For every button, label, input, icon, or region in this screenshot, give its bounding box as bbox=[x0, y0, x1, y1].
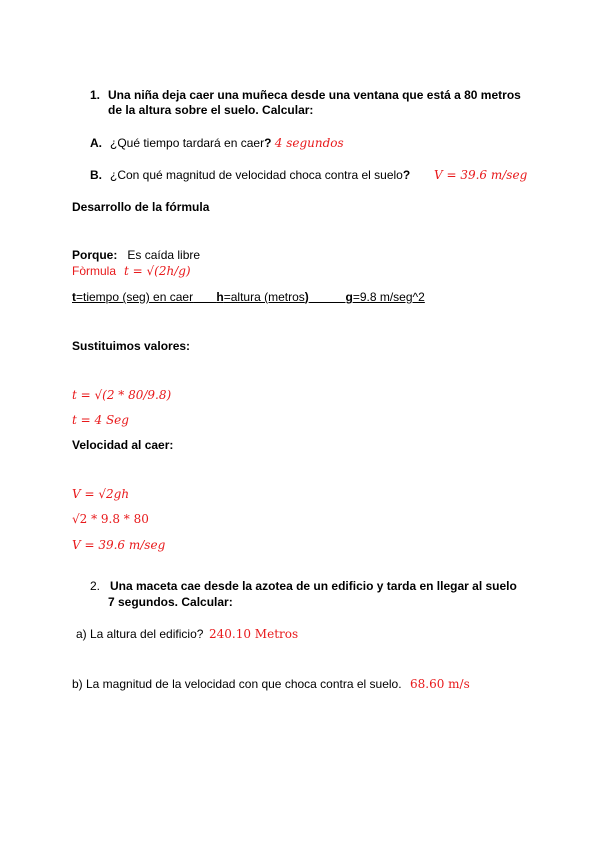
problem1-number: 1. bbox=[90, 88, 101, 102]
problem1-b-qmark: ? bbox=[402, 168, 411, 182]
problem1-b-label: B. bbox=[90, 168, 102, 182]
variable-legend bbox=[72, 290, 425, 304]
legend-h-text: =altura (metros bbox=[223, 290, 305, 304]
legend-t-var: t bbox=[72, 290, 76, 304]
because-text: Es caída libre bbox=[127, 248, 201, 262]
substitution-line-1: t = √(2 * 80/9.8) bbox=[72, 388, 172, 402]
problem1-statement-line2: de la altura sobre el suelo. Calcular: bbox=[108, 103, 314, 117]
problem1-statement-line1: Una niña deja caer una muñeca desde una ventana que está a 80 metros bbox=[108, 88, 521, 102]
problem2-a-question: a) La altura del edificio? bbox=[76, 627, 204, 641]
problem1-b-answer: V = 39.6 m/seg bbox=[434, 168, 528, 182]
legend-h-close: ) bbox=[304, 290, 309, 304]
problem1-a-question: ¿Qué tiempo tardará en caer bbox=[110, 136, 265, 150]
legend-g-text: =9.8 m/seg^2 bbox=[352, 290, 425, 304]
velocity-substitution: √2 * 9.8 * 80 bbox=[72, 512, 149, 526]
formula-label: Fòrmula bbox=[72, 264, 117, 278]
substitute-heading: Sustituimos valores: bbox=[72, 339, 191, 353]
formula-expression: t = √(2h/g) bbox=[124, 264, 191, 278]
velocity-formula: V = √2gh bbox=[72, 487, 130, 501]
because-line bbox=[72, 248, 200, 262]
problem1-b-item bbox=[110, 168, 410, 182]
legend-h-var: h bbox=[216, 290, 224, 304]
problem1-a-answer: 4 segundos bbox=[274, 136, 344, 150]
velocity-result: V = 39.6 m/seg bbox=[72, 538, 166, 552]
legend-t-text: =tiempo (seg) en caer bbox=[76, 290, 194, 304]
problem2-a-answer bbox=[209, 627, 298, 641]
problem2-b-question: b) La magnitud de la velocidad con que choca contra el suelo. bbox=[72, 677, 402, 691]
problem2-number: 2. bbox=[90, 579, 101, 593]
problem1-a-item bbox=[110, 136, 344, 150]
because-label: Porque: bbox=[72, 248, 118, 262]
substitution-line-2: t = 4 Seg bbox=[72, 413, 129, 427]
problem1-a-qmark: ? bbox=[264, 136, 272, 150]
problem2-a-answer-text: 240.10 Metros bbox=[209, 627, 299, 641]
problem1-a-label: A. bbox=[90, 136, 102, 150]
problem2-statement-line1: Una maceta cae desde la azotea de un edificio y tarda en llegar al suelo bbox=[110, 579, 517, 593]
legend-g-var: g bbox=[345, 290, 353, 304]
problem2-statement-line2: 7 segundos. Calcular: bbox=[108, 595, 233, 609]
development-heading: Desarrollo de la fórmula bbox=[72, 200, 210, 214]
velocity-heading: Velocidad al caer: bbox=[72, 438, 174, 452]
problem2-b-answer: 68.60 m/s bbox=[410, 677, 470, 691]
problem1-b-question: ¿Con qué magnitud de velocidad choca contra el suelo bbox=[110, 168, 403, 182]
